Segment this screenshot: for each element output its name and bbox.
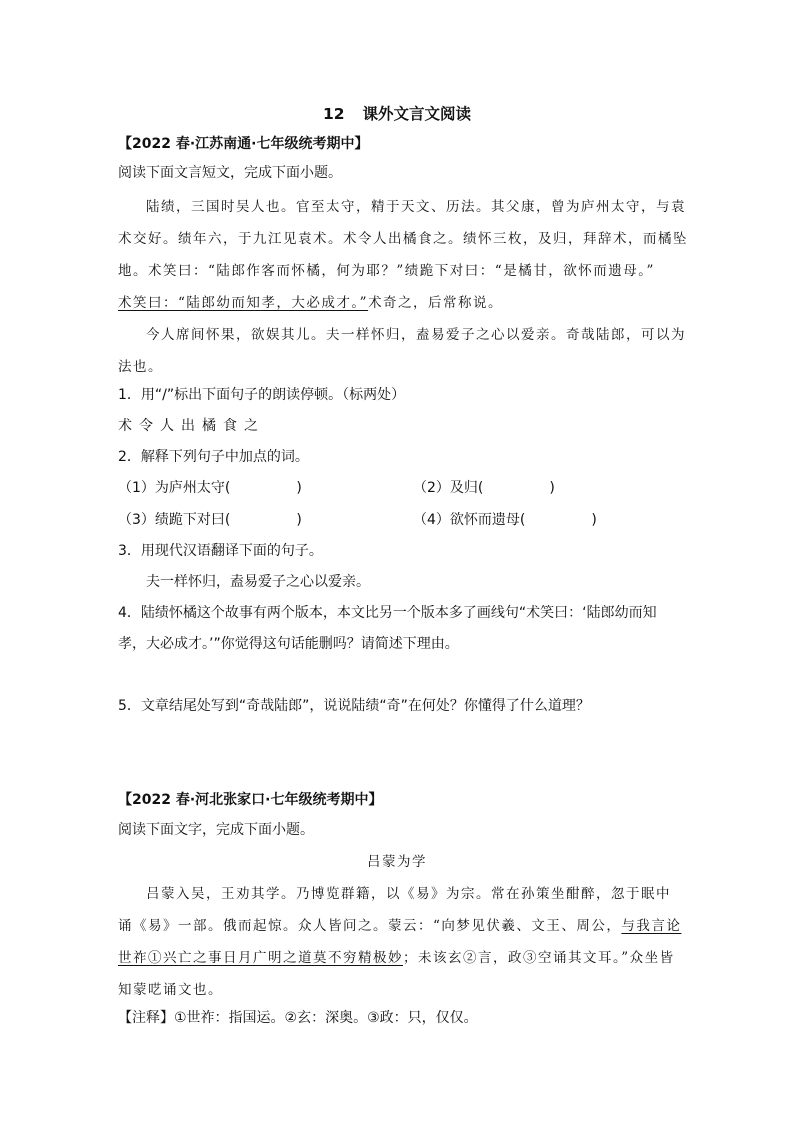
annotation-notes: 【注释】①世祚：指国运。②玄：深奥。③政：只，仅仅。 bbox=[118, 1010, 478, 1026]
passage2-line: 吕蒙入吴，王劝其学。乃博览群籍，以《易》为宗。常在孙策坐酣醉，忽于眠中 bbox=[146, 886, 671, 902]
passage2-line: 知蒙呓诵文也。 bbox=[118, 982, 223, 998]
passage2-line: 世祚①兴亡之事日月广明之道莫不穷精极妙；未该玄②言，政③空诵其文耳。”众坐皆 bbox=[118, 950, 675, 966]
section2-instruction: 阅读下面文字，完成下面小题。 bbox=[118, 822, 314, 838]
underlined-sentence: 术笑曰：“陆郎幼而知孝，大必成才。” bbox=[118, 295, 369, 311]
passage1-line: 法也。 bbox=[118, 359, 163, 375]
question-1-sentence: 术令人出橘食之 bbox=[118, 418, 265, 434]
passage2-line: 诵《易》一部。俄而起惊。众人皆问之。蒙云：“向梦见伏羲、文王、周公，与我言论 bbox=[118, 918, 682, 934]
chapter-number: 12 bbox=[322, 105, 345, 123]
question-5: 5．文章结尾处写到“奇哉陆郎”，说说陆绩“奇”在何处？你懂得了什么道理？ bbox=[118, 698, 590, 714]
passage1-line: 地。术笑曰：“陆郎作客而怀橘，何为耶？”绩跪下对曰：“是橘甘，欲怀而遗母。” bbox=[118, 263, 655, 279]
question-2: 2．解释下列句子中加点的词。 bbox=[118, 449, 309, 465]
section1-instruction: 阅读下面文言短文，完成下面小题。 bbox=[118, 165, 342, 181]
chapter-title: 课外文言文阅读 bbox=[362, 105, 472, 123]
section1-header: 【2022 春·江苏南通·七年级统考期中】 bbox=[118, 136, 369, 152]
passage1-line: 术交好。绩年六，于九江见袁术。术令人出橘食之。绩怀三枚，及归，拜辞术，而橘坠 bbox=[118, 231, 688, 247]
question-1: 1．用“/”标出下面句子的朗读停顿。（标两处） bbox=[118, 387, 406, 403]
question-4: 4．陆绩怀橘这个故事有两个版本，本文比另一个版本多了画线句“术笑曰：‘陆郎幼而知 bbox=[118, 605, 657, 621]
underlined-sentence: 世祚①兴亡之事日月广明之道莫不穷精极妙 bbox=[118, 950, 403, 966]
question-2-row: （3）绩跪下对曰( ) （4）欲怀而遗母( ) bbox=[118, 512, 597, 528]
passage1-line: 陆绩，三国时吴人也。官至太守，精于天文、历法。其父康，曾为庐州太守，与袁 bbox=[146, 199, 686, 215]
underlined-sentence: 与我言论 bbox=[621, 918, 682, 934]
question-4-cont: 孝，大必成才。’”你觉得这句话能删吗？请简述下理由。 bbox=[118, 636, 459, 652]
passage1-line: 术笑曰：“陆郎幼而知孝，大必成才。”术奇之，后常称说。 bbox=[118, 295, 504, 311]
page-title bbox=[0, 102, 794, 124]
passage1-line: 今人席间怀果，欲娱其儿。夫一样怀归，盍易爱子之心以爱亲。奇哉陆郎，可以为 bbox=[146, 327, 686, 343]
passage2-title: 吕蒙为学 bbox=[367, 854, 427, 870]
question-3-sentence: 夫一样怀归，盍易爱子之心以爱亲。 bbox=[146, 574, 370, 590]
question-2-row: （1）为庐州太守( ) （2）及归( ) bbox=[118, 480, 555, 496]
question-3: 3．用现代汉语翻译下面的句子。 bbox=[118, 543, 323, 559]
section2-header: 【2022 春·河北张家口·七年级统考期中】 bbox=[118, 792, 383, 808]
